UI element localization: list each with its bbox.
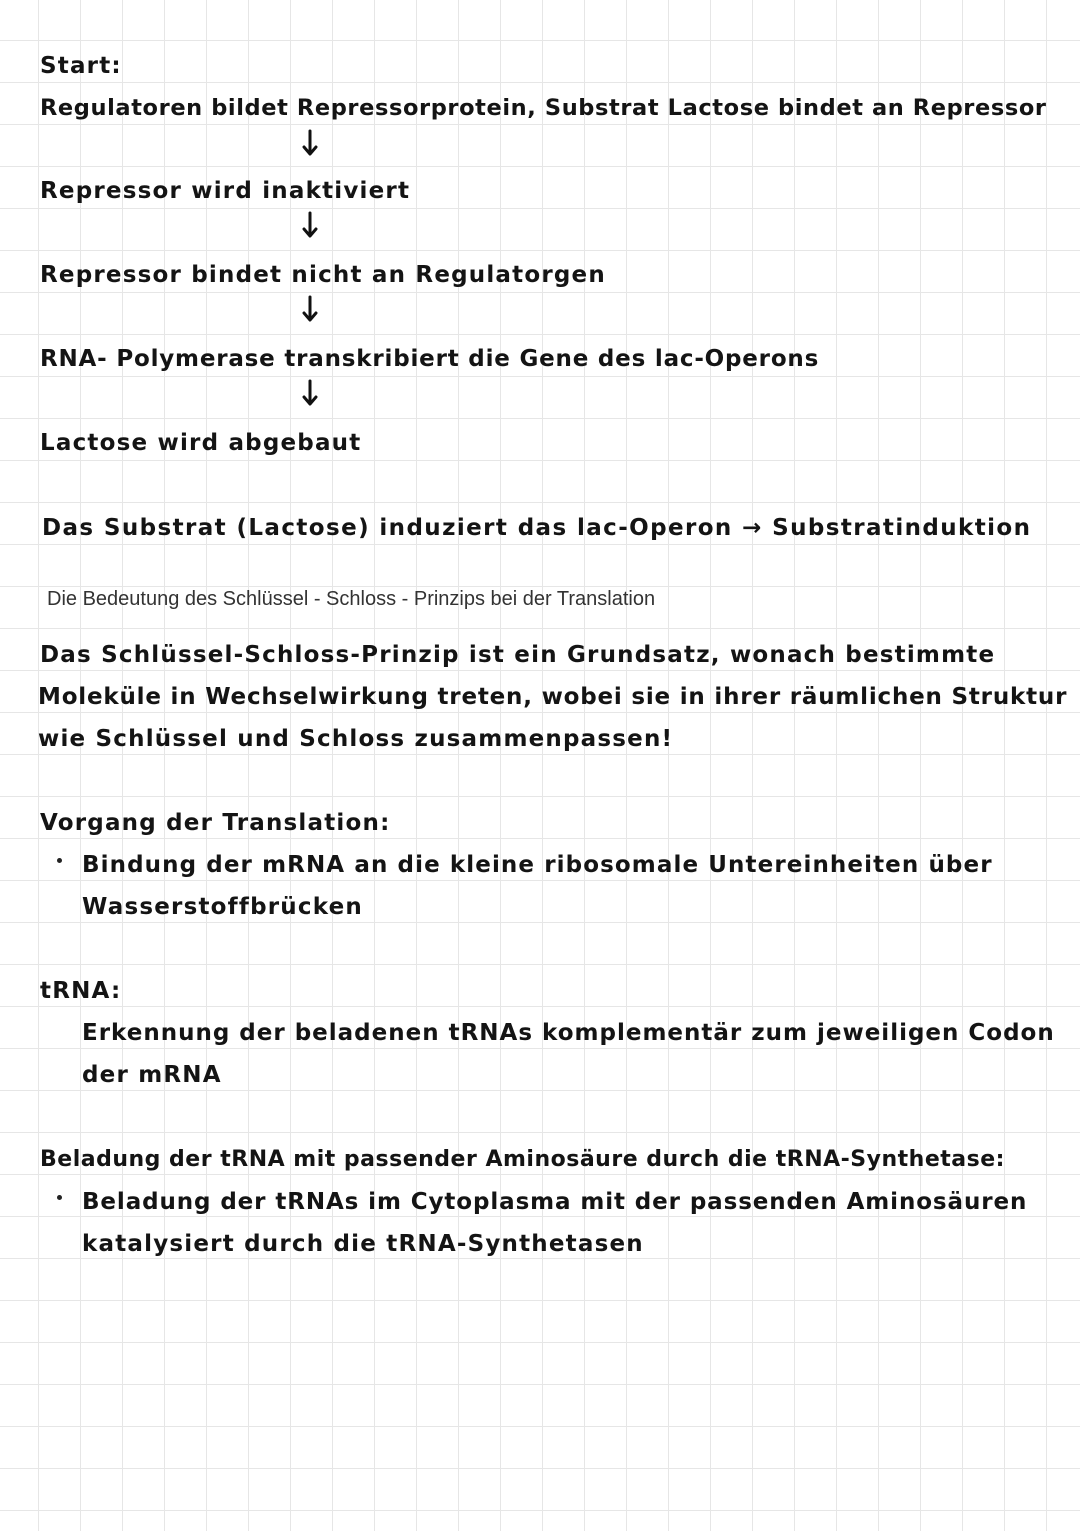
flow-start-label: Start: [40,53,122,79]
translation-bullet-line-1: Bindung der mRNA an die kleine ribosomale Untereinheiten über [82,852,993,878]
definition-line-1: Das Schlüssel-Schloss-Prinzip ist ein Grundsatz, wonach bestimmte [40,642,996,668]
trna-line-2: der mRNA [82,1062,222,1088]
translation-title: Vorgang der Translation: [40,810,391,836]
flow-step-1: Regulatoren bildet Repressorprotein, Substrat Lactose bindet an Repressor [40,95,1047,121]
definition-line-2: Moleküle in Wechselwirkung treten, wobei sie in ihrer räumlichen Struktur [38,684,1068,710]
flow-step-5: Lactose wird abgebaut [40,430,362,456]
translation-bullet-line-2: Wasserstoffbrücken [82,894,363,920]
trna-line-1: Erkennung der beladenen tRNAs komplementär zum jeweiligen Codon [82,1020,1055,1046]
down-arrow-icon [300,210,320,240]
flow-step-4: RNA- Polymerase transkribiert die Gene des lac-Operons [40,346,820,372]
down-arrow-icon [300,128,320,158]
down-arrow-icon [300,294,320,324]
down-arrow-icon [300,378,320,408]
flow-conclusion: Das Substrat (Lactose) induziert das lac-Operon → Substratinduktion [42,515,1032,541]
bullet-point [57,1195,62,1200]
section-heading: Die Bedeutung des Schlüssel - Schloss - Prinzips bei der Translation [47,588,656,610]
trna-title: tRNA: [40,978,122,1004]
flow-step-2: Repressor wird inaktiviert [40,178,411,204]
loading-title: Beladung der tRNA mit passender Aminosäure durch die tRNA-Synthetase: [40,1147,1005,1172]
flow-step-3: Repressor bindet nicht an Regulatorgen [40,262,606,288]
loading-bullet-line-1: Beladung der tRNAs im Cytoplasma mit der passenden Aminosäuren [82,1189,1028,1215]
definition-line-3: wie Schlüssel und Schloss zusammenpassen! [38,726,674,752]
bullet-point [57,858,62,863]
loading-bullet-line-2: katalysiert durch die tRNA-Synthetasen [82,1231,644,1257]
